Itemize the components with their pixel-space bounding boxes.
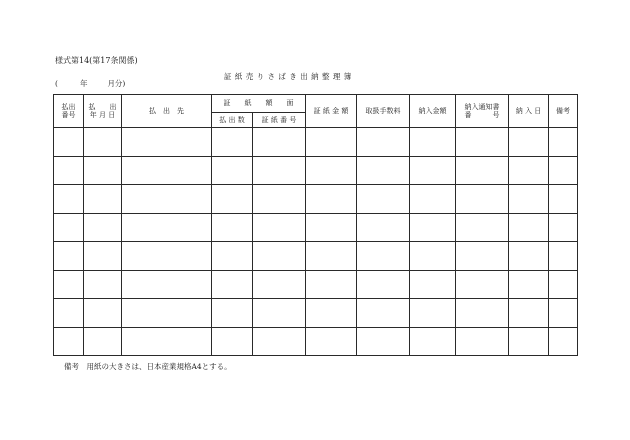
- ledger-cell[interactable]: [509, 242, 549, 271]
- ledger-cell[interactable]: [306, 299, 357, 328]
- ledger-cell[interactable]: [253, 270, 306, 299]
- ledger-cell[interactable]: [253, 242, 306, 271]
- ledger-cell[interactable]: [122, 156, 212, 185]
- ledger-cell[interactable]: [84, 185, 122, 214]
- ledger-cell[interactable]: [456, 128, 509, 157]
- period-year-label: 年: [79, 79, 88, 88]
- header-payout-date: 払 出 年 月 日: [84, 95, 122, 128]
- period-line: [55, 78, 125, 89]
- ledger-row: [54, 299, 578, 328]
- ledger-cell[interactable]: [410, 213, 456, 242]
- ledger-cell[interactable]: [212, 270, 253, 299]
- ledger-cell[interactable]: [54, 128, 84, 157]
- ledger-cell[interactable]: [212, 185, 253, 214]
- ledger-cell[interactable]: [549, 213, 578, 242]
- ledger-cell[interactable]: [306, 156, 357, 185]
- header-handling-fee: 取扱手数料: [357, 95, 410, 128]
- header-paid-date: 納 入 日: [509, 95, 549, 128]
- ledger-cell[interactable]: [549, 327, 578, 356]
- ledger-row: [54, 270, 578, 299]
- ledger-cell[interactable]: [410, 327, 456, 356]
- ledger-cell[interactable]: [122, 242, 212, 271]
- ledger-cell[interactable]: [306, 128, 357, 157]
- ledger-cell[interactable]: [410, 299, 456, 328]
- ledger-cell[interactable]: [212, 128, 253, 157]
- ledger-cell[interactable]: [410, 185, 456, 214]
- ledger-cell[interactable]: [410, 128, 456, 157]
- ledger-cell[interactable]: [357, 299, 410, 328]
- footnote: 備考 用紙の大きさは、日本産業規格A4とする。: [64, 362, 232, 371]
- ledger-cell[interactable]: [84, 213, 122, 242]
- ledger-cell[interactable]: [122, 128, 212, 157]
- header-notice-number: 納入通知書 番 号: [456, 95, 509, 128]
- ledger-row: [54, 213, 578, 242]
- ledger-cell[interactable]: [357, 242, 410, 271]
- ledger-cell[interactable]: [357, 213, 410, 242]
- ledger-cell[interactable]: [212, 156, 253, 185]
- ledger-cell[interactable]: [306, 327, 357, 356]
- ledger-cell[interactable]: [509, 185, 549, 214]
- ledger-cell[interactable]: [357, 185, 410, 214]
- ledger-cell[interactable]: [509, 128, 549, 157]
- ledger-cell[interactable]: [357, 128, 410, 157]
- ledger-table: [53, 94, 578, 356]
- period-open-paren: (: [55, 79, 58, 88]
- ledger-cell[interactable]: [410, 242, 456, 271]
- ledger-cell[interactable]: [509, 270, 549, 299]
- document-title: 証 紙 売 り さ ば き 出 納 整 理 簿: [224, 72, 352, 81]
- ledger-cell[interactable]: [54, 156, 84, 185]
- ledger-cell[interactable]: [456, 213, 509, 242]
- ledger-cell[interactable]: [509, 299, 549, 328]
- ledger-row: [54, 242, 578, 271]
- ledger-cell[interactable]: [54, 270, 84, 299]
- ledger-cell[interactable]: [306, 185, 357, 214]
- ledger-cell[interactable]: [253, 128, 306, 157]
- ledger-cell[interactable]: [54, 242, 84, 271]
- ledger-cell[interactable]: [456, 299, 509, 328]
- ledger-cell[interactable]: [54, 185, 84, 214]
- ledger-cell[interactable]: [456, 270, 509, 299]
- header-paid-amount: 納入金額: [410, 95, 456, 128]
- ledger-cell[interactable]: [549, 156, 578, 185]
- ledger-cell[interactable]: [253, 185, 306, 214]
- ledger-row: [54, 128, 578, 157]
- ledger-cell[interactable]: [212, 242, 253, 271]
- ledger-row: [54, 327, 578, 356]
- ledger-cell[interactable]: [456, 185, 509, 214]
- ledger-cell[interactable]: [456, 327, 509, 356]
- ledger-cell[interactable]: [253, 156, 306, 185]
- ledger-cell[interactable]: [84, 156, 122, 185]
- header-payout-to: 払 出 先: [122, 95, 212, 128]
- ledger-cell[interactable]: [253, 299, 306, 328]
- ledger-cell[interactable]: [84, 242, 122, 271]
- ledger-cell[interactable]: [54, 213, 84, 242]
- ledger-cell[interactable]: [253, 327, 306, 356]
- ledger-cell[interactable]: [253, 213, 306, 242]
- ledger-cell[interactable]: [357, 270, 410, 299]
- ledger-cell[interactable]: [212, 327, 253, 356]
- ledger-cell[interactable]: [54, 299, 84, 328]
- ledger-cell[interactable]: [122, 299, 212, 328]
- ledger-cell[interactable]: [549, 128, 578, 157]
- ledger-cell[interactable]: [122, 185, 212, 214]
- header-remarks: 備考: [549, 95, 578, 128]
- ledger-row: [54, 156, 578, 185]
- ledger-cell[interactable]: [84, 270, 122, 299]
- ledger-cell[interactable]: [357, 156, 410, 185]
- header-stamp-amount: 証 紙 金 額: [306, 95, 357, 128]
- ledger-cell[interactable]: [54, 327, 84, 356]
- header-payout-count: 払 出 数: [212, 113, 253, 128]
- period-month-label: 月分): [107, 79, 126, 88]
- ledger-cell[interactable]: [122, 270, 212, 299]
- ledger-cell[interactable]: [549, 270, 578, 299]
- ledger-cell[interactable]: [306, 270, 357, 299]
- ledger-cell[interactable]: [306, 242, 357, 271]
- ledger-cell[interactable]: [410, 270, 456, 299]
- ledger-cell[interactable]: [549, 185, 578, 214]
- ledger-cell[interactable]: [84, 128, 122, 157]
- header-stamp-face: 証 紙 額 面: [212, 95, 306, 113]
- ledger-cell[interactable]: [509, 213, 549, 242]
- ledger-cell[interactable]: [212, 213, 253, 242]
- ledger-cell[interactable]: [212, 299, 253, 328]
- ledger-cell[interactable]: [456, 156, 509, 185]
- ledger-row: [54, 185, 578, 214]
- ledger-cell[interactable]: [549, 299, 578, 328]
- ledger-cell[interactable]: [549, 242, 578, 271]
- ledger-cell[interactable]: [509, 156, 549, 185]
- ledger-cell[interactable]: [410, 156, 456, 185]
- header-payout-number: 払出 番号: [54, 95, 84, 128]
- ledger-cell[interactable]: [122, 213, 212, 242]
- ledger-cell[interactable]: [84, 327, 122, 356]
- header-stamp-number: 証 紙 番 号: [253, 113, 306, 128]
- ledger-cell[interactable]: [357, 327, 410, 356]
- ledger-cell[interactable]: [306, 213, 357, 242]
- ledger-cell[interactable]: [509, 327, 549, 356]
- ledger-cell[interactable]: [84, 299, 122, 328]
- ledger-cell[interactable]: [456, 242, 509, 271]
- form-number-label: 様式第14(第17条関係): [55, 56, 138, 65]
- ledger-cell[interactable]: [122, 327, 212, 356]
